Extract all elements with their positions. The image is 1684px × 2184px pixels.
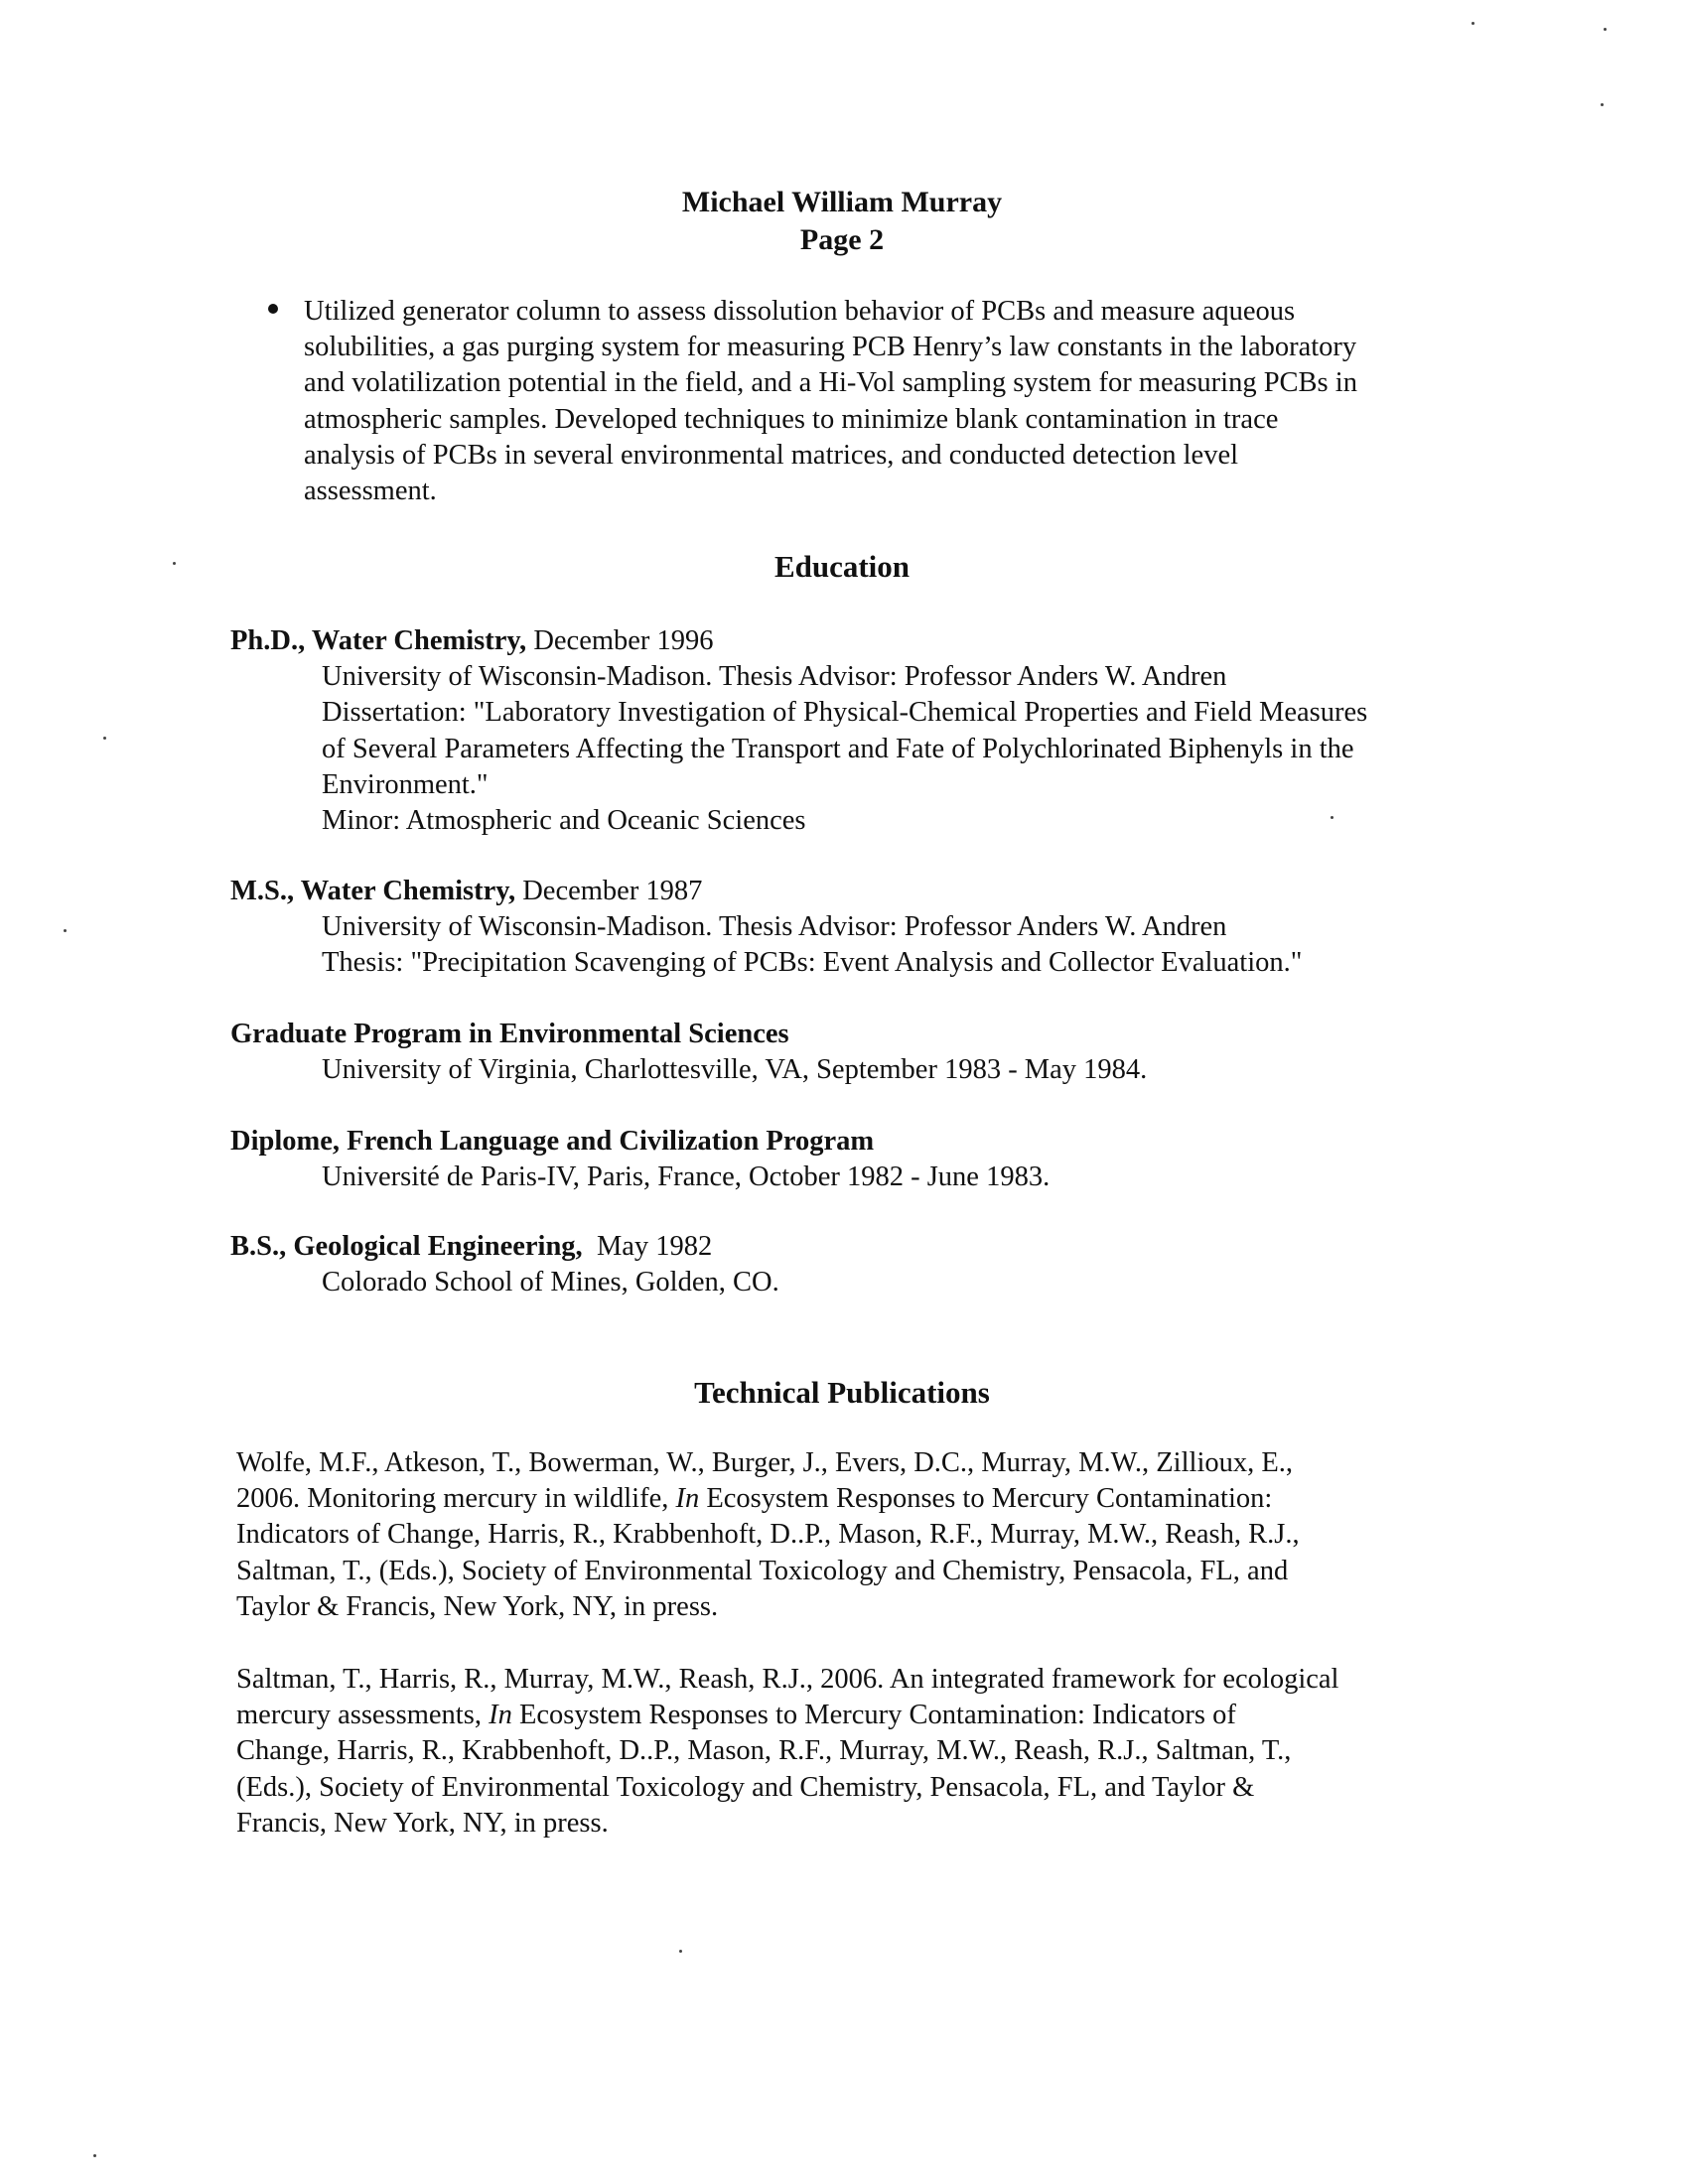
publication-line: Indicators of Change, Harris, R., Krabbenhoft, D..P., Mason, R.F., Murray, M.W., Reash, R.J.,: [236, 1519, 1300, 1551]
degree-detail: Environment.": [322, 768, 489, 800]
education-entry-phd: [230, 623, 1472, 839]
degree-detail: Minor: Atmospheric and Oceanic Sciences: [322, 805, 806, 837]
degree-detail: of Several Parameters Affecting the Transport and Fate of Polychlorinated Biphenyls in the: [322, 733, 1354, 764]
degree-date: December 1996: [526, 625, 714, 656]
bullet-line: Utilized generator column to assess dissolution behavior of PCBs and measure aqueous: [304, 296, 1296, 327]
education-entry-graduate-program: [230, 1017, 1472, 1088]
bullet-line: solubilities, a gas purging system for measuring PCB Henry’s law constants in the laboratory: [304, 332, 1357, 363]
scan-speck: [679, 1950, 682, 1953]
education-heading: Education: [773, 549, 911, 584]
scan-speck: [1331, 816, 1333, 819]
scan-speck: [64, 929, 67, 932]
degree-detail: Université de Paris-IV, Paris, France, October 1982 - June 1983.: [322, 1161, 1051, 1193]
publications-heading: Technical Publications: [694, 1375, 990, 1410]
bullet-line: assessment.: [304, 476, 437, 507]
scan-speck: [1604, 28, 1607, 31]
scan-speck: [1601, 103, 1604, 106]
degree-detail: Thesis: "Precipitation Scavenging of PCBs: Event Analysis and Collector Evaluation.": [322, 947, 1303, 979]
bullet-line: and volatilization potential in the field, and a Hi-Vol sampling system for measuring PCBs in: [304, 367, 1357, 399]
degree-title: B.S., Geological Engineering,: [230, 1231, 583, 1262]
publication-line: Francis, New York, NY, in press.: [236, 1807, 609, 1839]
degree-title: Diplome, French Language and Civilization Program: [230, 1126, 875, 1157]
scan-speck: [93, 2154, 96, 2157]
degree-title: Ph.D., Water Chemistry,: [230, 625, 527, 656]
scan-speck: [103, 737, 106, 740]
bullet-icon: [268, 304, 278, 314]
education-entry-diplome: [230, 1124, 1472, 1195]
experience-bullet: [304, 294, 1436, 509]
page-number: Page 2: [799, 223, 885, 256]
publication-line: Taylor & Francis, New York, NY, in press.: [236, 1590, 719, 1622]
education-entry-ms: [230, 874, 1472, 982]
publication-line: 2006. Monitoring mercury in wildlife, In Ecosystem Responses to Mercury Contamination:: [236, 1483, 1273, 1515]
degree-title: M.S., Water Chemistry,: [230, 876, 516, 906]
degree-detail: University of Wisconsin-Madison. Thesis Advisor: Professor Anders W. Andren: [322, 661, 1227, 693]
degree-detail: University of Wisconsin-Madison. Thesis Advisor: Professor Anders W. Andren: [322, 911, 1227, 943]
scan-speck: [1472, 22, 1474, 25]
degree-detail: Colorado School of Mines, Golden, CO.: [322, 1267, 779, 1298]
bullet-line: atmospheric samples. Developed techniques to minimize blank contamination in trace: [304, 403, 1279, 435]
degree-detail: Dissertation: "Laboratory Investigation of Physical-Chemical Properties and Field Measures: [322, 697, 1368, 729]
publication-line: Saltman, T., (Eds.), Society of Environmental Toxicology and Chemistry, Pensacola, FL, and: [236, 1555, 1289, 1586]
bullet-line: analysis of PCBs in several environmental matrices, and conducted detection level: [304, 439, 1239, 471]
education-entry-bs: [230, 1229, 1472, 1300]
degree-detail: University of Virginia, Charlottesville, VA, September 1983 - May 1984.: [322, 1054, 1148, 1086]
publication-line: (Eds.), Society of Environmental Toxicology and Chemistry, Pensacola, FL, and Taylor &: [236, 1771, 1255, 1803]
degree-date: May 1982: [582, 1231, 713, 1262]
publication-entry: [236, 1445, 1481, 1625]
degree-title: Graduate Program in Environmental Sciences: [230, 1019, 789, 1049]
scan-speck: [173, 562, 176, 565]
publication-line: Change, Harris, R., Krabbenhoft, D..P., Mason, R.F., Murray, M.W., Reash, R.J., Saltman, T.,: [236, 1735, 1292, 1767]
publication-line: mercury assessments, In Ecosystem Responses to Mercury Contamination: Indicators of: [236, 1700, 1236, 1731]
publication-line: Wolfe, M.F., Atkeson, T., Bowerman, W., Burger, J., Evers, D.C., Murray, M.W., Zillioux, E.,: [236, 1447, 1294, 1478]
publication-entry: [236, 1662, 1481, 1842]
degree-date: December 1987: [515, 876, 703, 906]
author-name: Michael William Murray: [681, 186, 1003, 218]
publication-line: Saltman, T., Harris, R., Murray, M.W., Reash, R.J., 2006. An integrated framework for ecological: [236, 1664, 1339, 1695]
